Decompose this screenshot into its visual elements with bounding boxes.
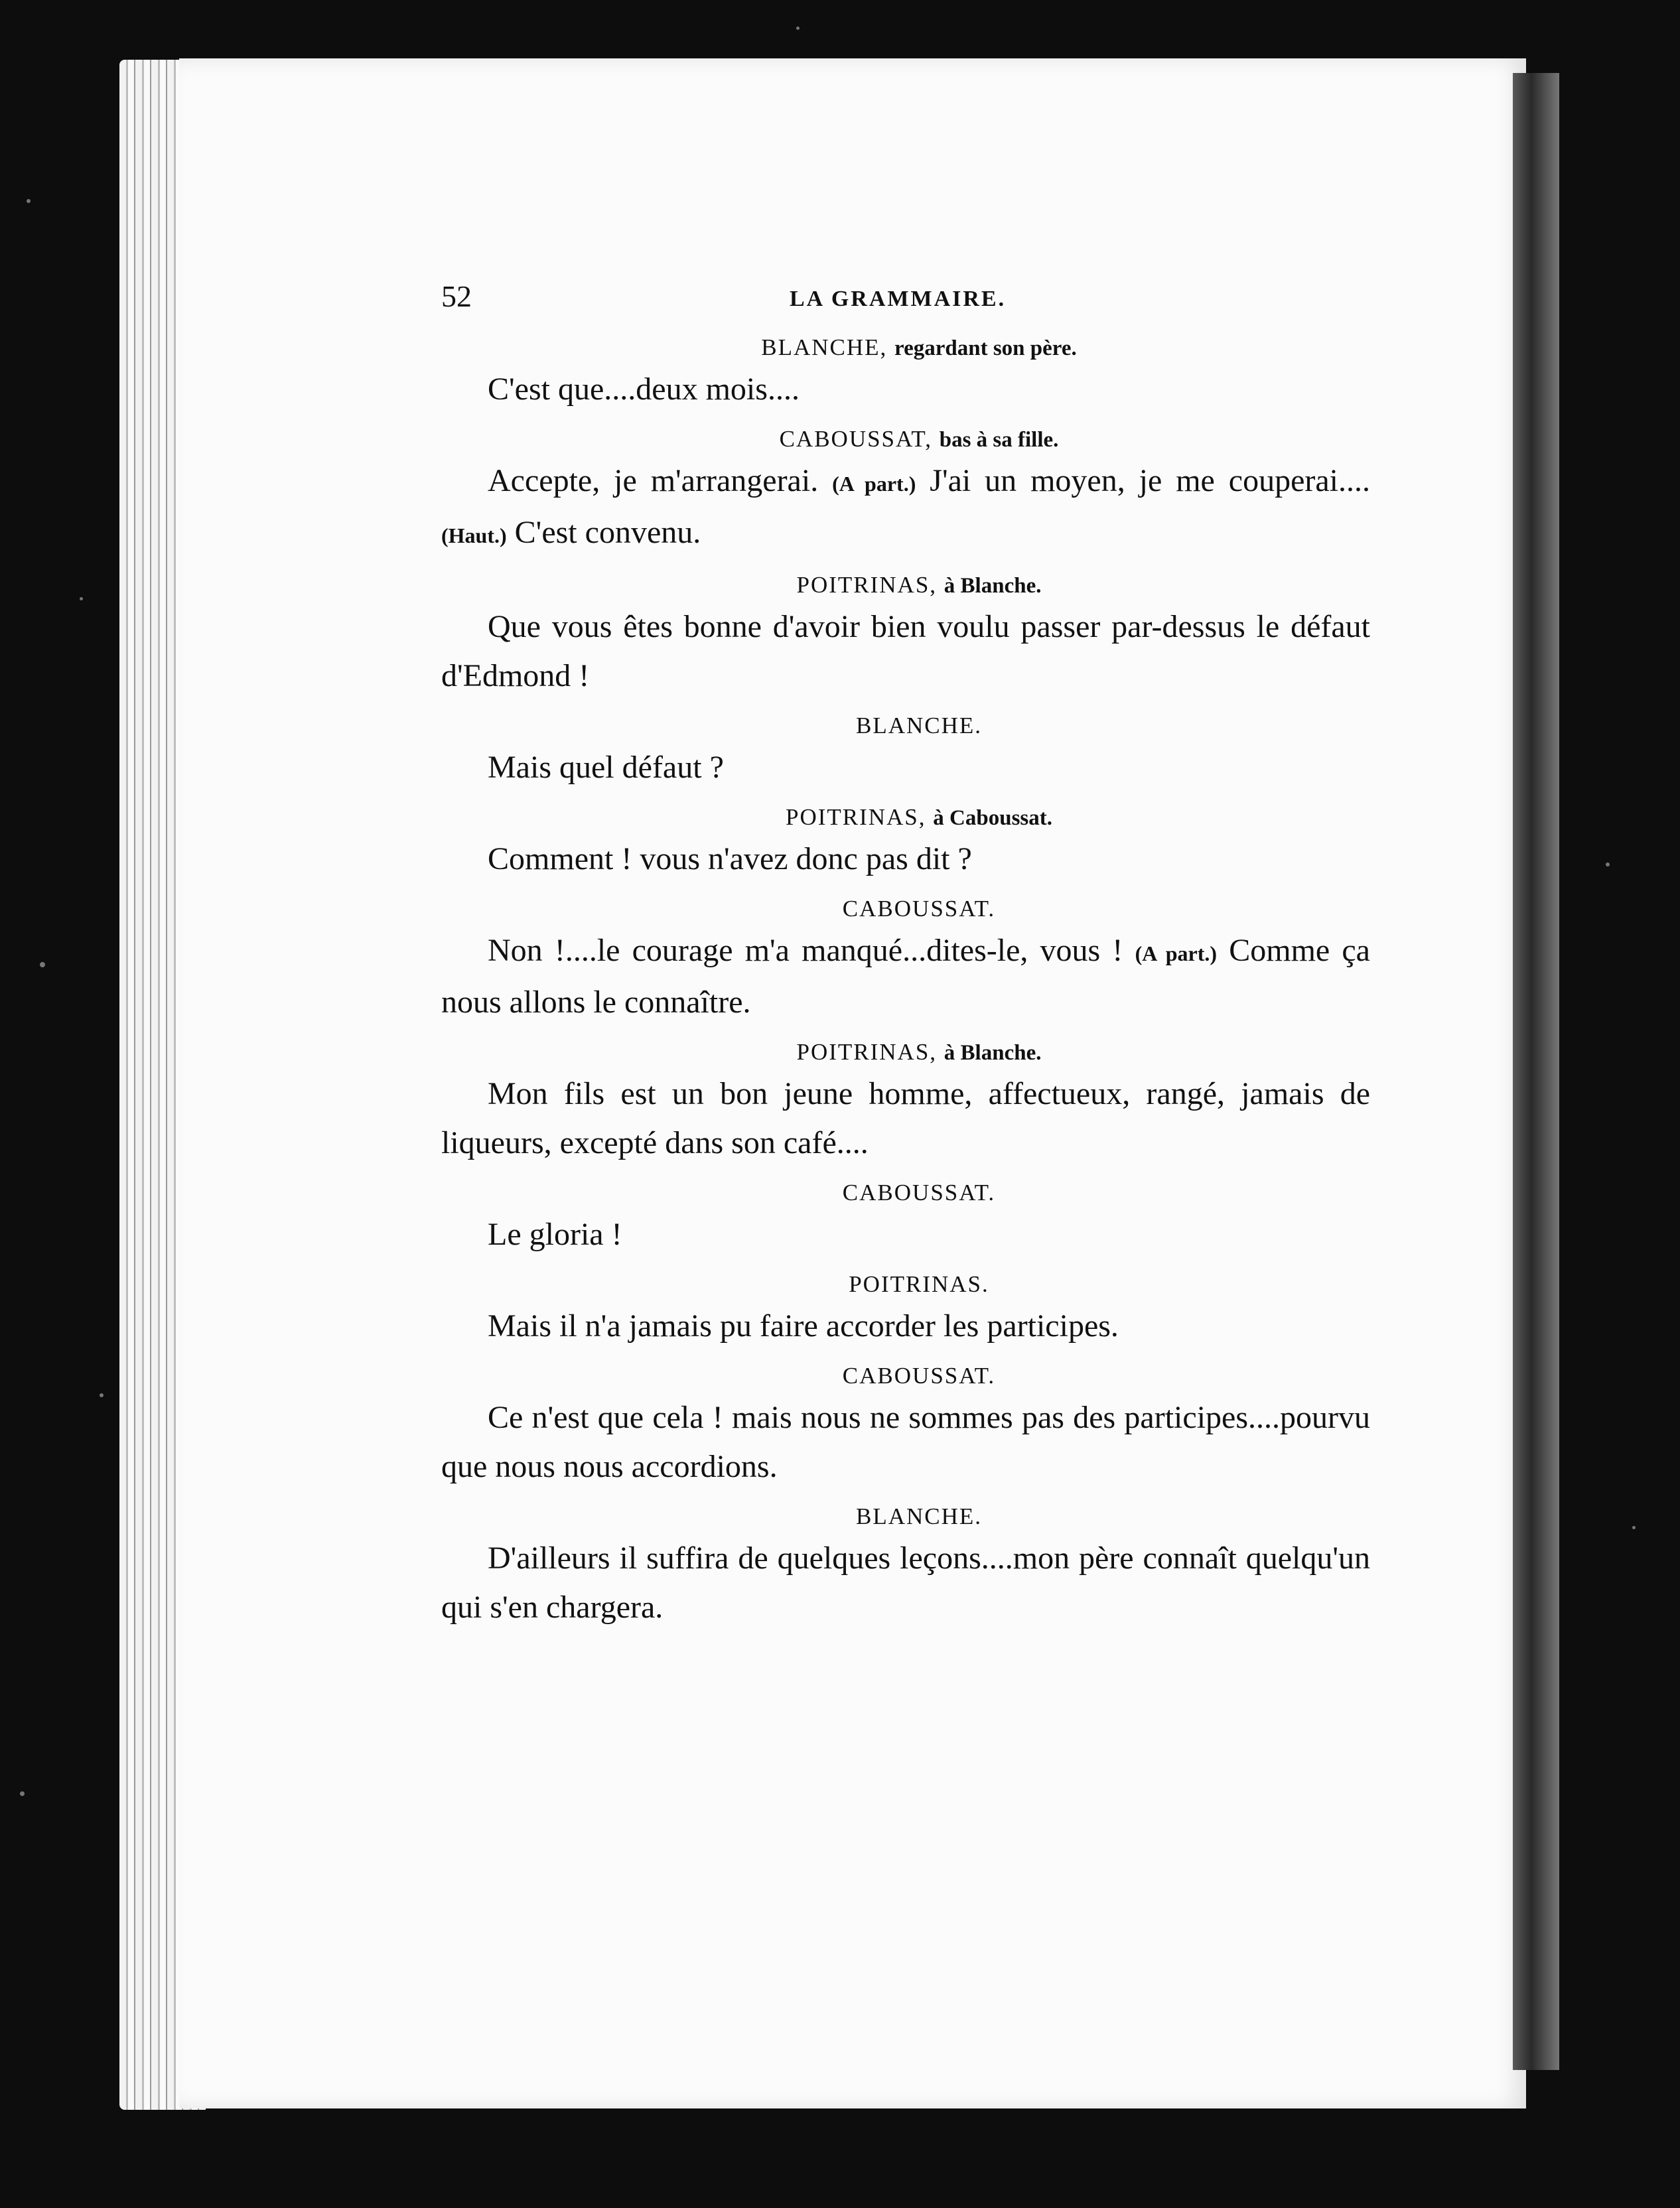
speech-fragment: Non !....le courage m'a manqué...dites-le, vous ! bbox=[488, 933, 1135, 968]
speech-fragment: C'est convenu. bbox=[506, 515, 701, 550]
speech-fragment: Accepte, je m'arrangerai. bbox=[488, 463, 833, 498]
page-number: 52 bbox=[441, 279, 472, 313]
stage-direction: à Blanche. bbox=[944, 574, 1042, 598]
speech-line: C'est que....deux mois.... bbox=[488, 372, 800, 407]
stage-direction: regardant son père. bbox=[894, 336, 1077, 360]
scan-speck bbox=[20, 1791, 25, 1796]
book-binding-shadow bbox=[1513, 73, 1559, 2070]
speaker-name: POITRINAS, bbox=[785, 804, 926, 830]
speech-line: Que vous êtes bonne d'avoir bien voulu passer par-dessus le défaut d'Edmond ! bbox=[441, 609, 1370, 693]
speech-fragment: Comme ça nous allons le connaître. bbox=[441, 933, 1370, 1020]
speaker-heading bbox=[441, 572, 1370, 598]
speaker-heading bbox=[441, 896, 1370, 922]
aside-direction: (A part.) bbox=[832, 472, 916, 496]
speaker-name: BLANCHE. bbox=[855, 1503, 983, 1529]
running-head bbox=[441, 279, 1370, 325]
speaker-heading bbox=[441, 804, 1370, 831]
aside-direction: (A part.) bbox=[1135, 941, 1218, 965]
dialogue bbox=[441, 334, 1370, 1632]
speaker-name: CABOUSSAT. bbox=[842, 1363, 996, 1389]
speaker-heading bbox=[441, 334, 1370, 361]
scan-speck bbox=[100, 1393, 104, 1397]
speech-line: Mais quel défaut ? bbox=[488, 750, 724, 785]
speaker-heading bbox=[441, 1039, 1370, 1066]
speech-line: D'ailleurs il suffira de quelques leçons....mon père connaît quelqu'un qui s'en chargera. bbox=[441, 1541, 1370, 1625]
speech-line bbox=[441, 926, 1370, 1027]
speaker-heading bbox=[441, 1363, 1370, 1389]
scan-speck bbox=[1632, 1526, 1636, 1529]
speech-line bbox=[441, 456, 1370, 560]
speaker-heading bbox=[441, 713, 1370, 739]
stage-direction: à Blanche. bbox=[944, 1041, 1042, 1065]
speaker-name: BLANCHE. bbox=[855, 713, 983, 738]
speaker-name: CABOUSSAT. bbox=[842, 896, 996, 922]
speech-fragment: J'ai un moyen, je me couperai.... bbox=[916, 463, 1371, 498]
speaker-name: POITRINAS, bbox=[796, 572, 938, 598]
speech-line: Mais il n'a jamais pu faire accorder les participes. bbox=[488, 1308, 1119, 1344]
speech-line: Comment ! vous n'avez donc pas dit ? bbox=[488, 841, 972, 876]
speaker-heading bbox=[441, 1180, 1370, 1206]
speaker-heading bbox=[441, 426, 1370, 452]
speech-line: Le gloria ! bbox=[488, 1217, 622, 1252]
speaker-name: POITRINAS, bbox=[796, 1039, 938, 1065]
speaker-name: BLANCHE, bbox=[761, 334, 888, 360]
speaker-name: CABOUSSAT, bbox=[779, 426, 932, 452]
speaker-heading bbox=[441, 1271, 1370, 1298]
speaker-name: CABOUSSAT. bbox=[842, 1180, 996, 1206]
running-title: LA GRAMMAIRE. bbox=[790, 287, 1007, 311]
aside-direction: (Haut.) bbox=[441, 523, 507, 547]
speaker-name: POITRINAS. bbox=[849, 1271, 989, 1297]
stage-direction: à Caboussat. bbox=[933, 806, 1052, 830]
scan-speck bbox=[80, 597, 83, 600]
speech-line: Ce n'est que cela ! mais nous ne sommes pas des participes....pourvu que nous nous accordions. bbox=[441, 1400, 1370, 1484]
scan-speck bbox=[1606, 862, 1610, 866]
stage-direction: bas à sa fille. bbox=[939, 428, 1059, 452]
scan-speck bbox=[796, 27, 800, 30]
speech-line: Mon fils est un bon jeune homme, affectueux, rangé, jamais de liqueurs, excepté dans son café.... bbox=[441, 1076, 1370, 1160]
page-text-block bbox=[441, 279, 1370, 1644]
scan-speck bbox=[40, 962, 45, 967]
speaker-heading bbox=[441, 1503, 1370, 1530]
scan-speck bbox=[27, 199, 31, 203]
